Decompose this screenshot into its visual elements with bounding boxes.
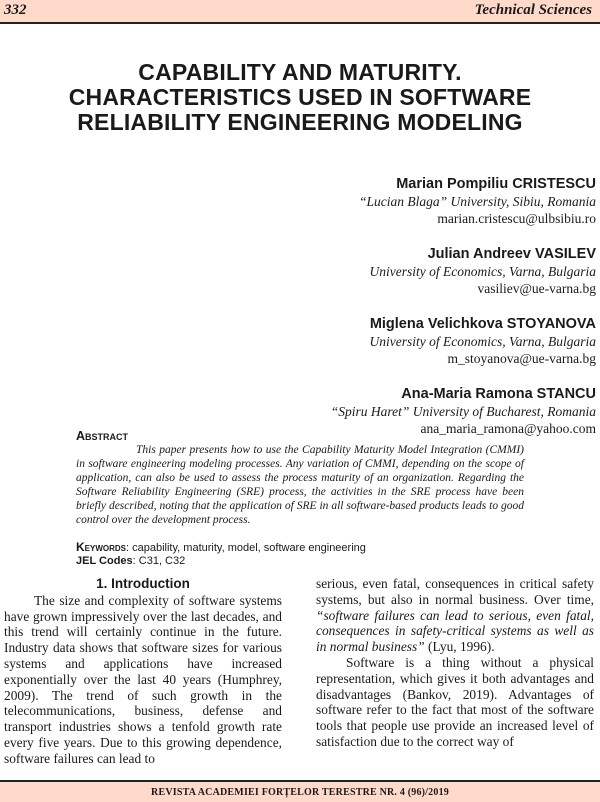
body-text: serious, even fatal, consequences in critical safety systems, but also in normal business. Over time, [316, 576, 594, 607]
body-column-left [4, 576, 282, 767]
author-email: marian.cristescu@ulbsibiu.ro [437, 211, 596, 226]
title-line: CAPABILITY AND MATURITY. [138, 59, 462, 85]
abstract-section [76, 429, 524, 527]
keywords-label: Keywords [76, 540, 127, 554]
title-line: RELIABILITY ENGINEERING MODELING [77, 109, 523, 135]
jel-line [76, 555, 536, 568]
author-affiliation: “Lucian Blaga” University, Sibiu, Romania [358, 194, 596, 209]
author-affiliation: University of Economics, Varna, Bulgaria [369, 334, 596, 349]
page-header [0, 0, 600, 24]
page-number: 332 [4, 2, 27, 18]
body-paragraph: The size and complexity of software systems have grown impressively over the last decades, and this trend will certainly continue in the future. Industry data shows that software sizes for various systems and applications have increased exponentially over the last 40 years (Humphrey, 2009). The trend of such growth in the telecommunications, business, defense and transport industries shows a tenfold growth rate every five years. Due to this growing dependence, software failures can lead to [4, 592, 282, 766]
author-block [176, 246, 596, 297]
keywords-section [76, 541, 536, 568]
journal-name: REVISTA ACADEMIEI FORȚELOR TERESTRE NR. 4 (96)/2019 [151, 787, 449, 798]
section-name: Technical Sciences [474, 2, 592, 18]
author-affiliation: “Spiru Haret” University of Bucharest, Romania [330, 404, 596, 419]
abstract-text: This paper presents how to use the Capability Maturity Model Integration (CMMI) in software engineering modeling processes. Any variation of CMMI, depending on the scope of application, can also be used to assess the process maturity of an organization. Regarding the Software Reliability Engineering (SRE) process, the activities in the SRE process have been briefly described, noting that the application of SRE in all software-based products leads to good control over the development process. [76, 444, 524, 526]
paper-title [20, 60, 580, 135]
body-column-right [316, 576, 594, 750]
body-paragraph: Software is a thing without a physical representation, which gives it both advantages and disadvantages (Bankov, 2019). Advantages of software refer to the fact that most of the software tools that people use provide an increased level of satisfaction due to the correct way of [316, 654, 594, 749]
author-email: vasiliev@ue-varna.bg [477, 281, 596, 296]
author-affiliation: University of Economics, Varna, Bulgaria [369, 264, 596, 279]
page-footer [0, 780, 600, 802]
author-name: Julian Andreev VASILEV [427, 246, 596, 262]
author-block [176, 316, 596, 367]
jel-codes: : C31, C32 [132, 555, 186, 567]
section-heading: 1. Introduction [96, 576, 190, 591]
body-paragraph [316, 576, 594, 655]
quote-text: “software failures can lead to serious, even fatal, consequences in safety-critical systems as well as in normal business” [316, 607, 594, 655]
author-name: Miglena Velichkova STOYANOVA [369, 316, 596, 332]
author-email: m_stoyanova@ue-varna.bg [447, 351, 596, 366]
keywords-line [76, 541, 536, 555]
author-name: Ana-Maria Ramona STANCU [401, 386, 596, 402]
author-email: ana_maria_ramona@yahoo.com [420, 421, 596, 436]
jel-label: JEL Codes [76, 555, 133, 567]
author-block [176, 176, 596, 227]
citation-text: (Lyu, 1996). [424, 639, 495, 655]
abstract-heading: Abstract [76, 429, 129, 443]
author-list [176, 176, 596, 456]
title-line: CHARACTERISTICS USED IN SOFTWARE [68, 84, 532, 110]
keywords-text: : capability, maturity, model, software engineering [126, 542, 366, 554]
author-name: Marian Pompiliu CRISTESCU [396, 176, 596, 192]
